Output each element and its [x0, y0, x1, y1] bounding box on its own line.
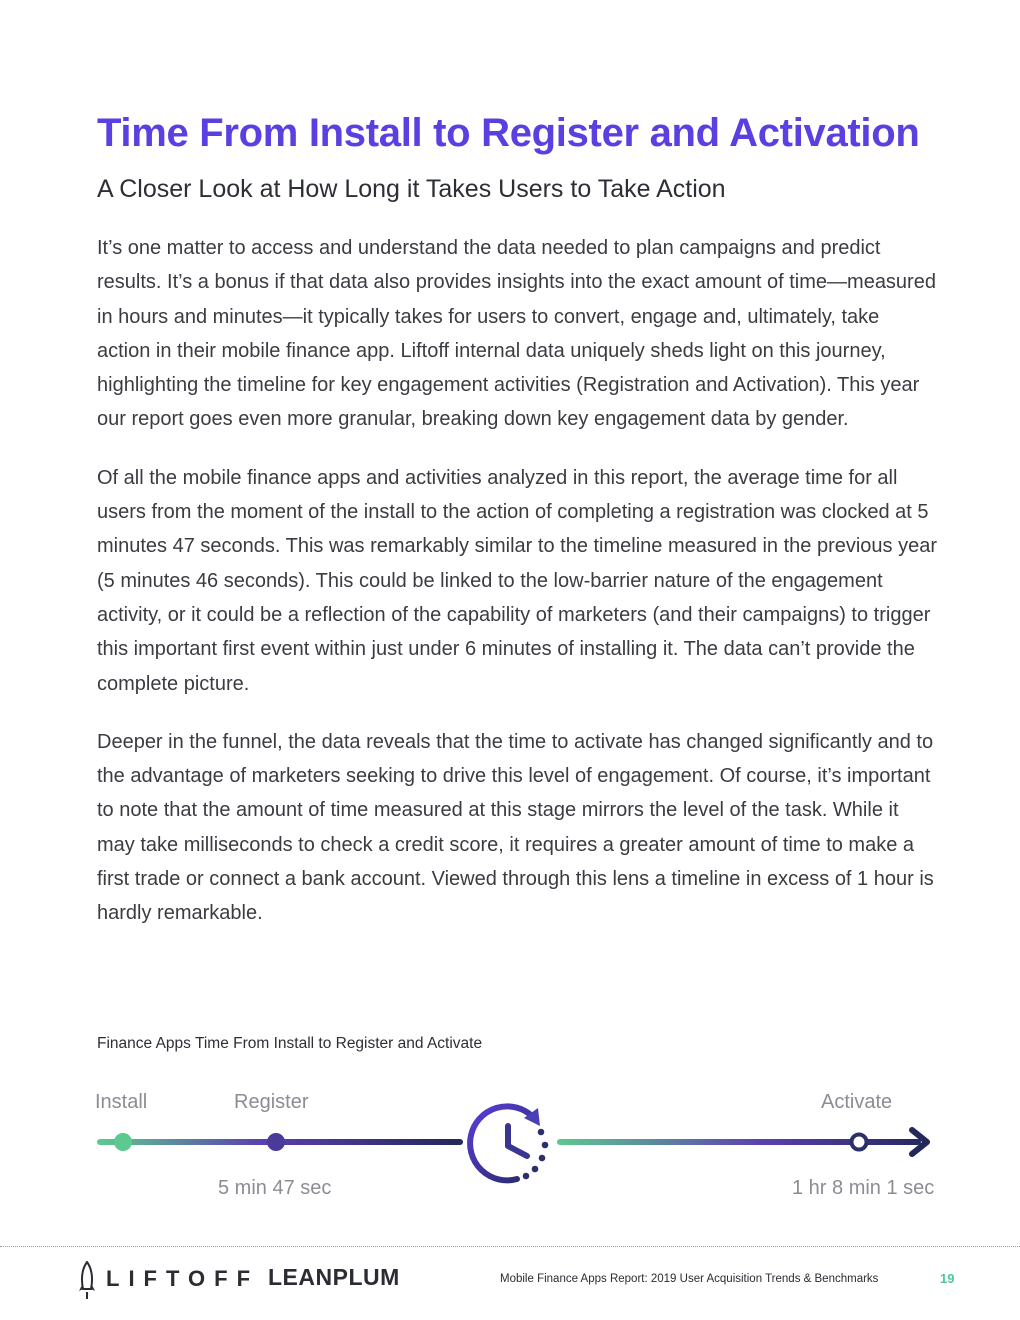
page-number: 19 [940, 1271, 955, 1286]
timeline-graphic [0, 1090, 1020, 1190]
timeline-caption: Finance Apps Time From Install to Register and Activate [97, 1035, 483, 1052]
register-node [267, 1133, 285, 1151]
install-node [114, 1133, 132, 1151]
report-title: Mobile Finance Apps Report: 2019 User Acquisition Trends & Benchmarks [500, 1273, 879, 1285]
activate-duration: 1 hr 8 min 1 sec [792, 1177, 935, 1199]
install-label: Install [95, 1091, 148, 1113]
rocket-icon [77, 1261, 97, 1301]
activate-node [852, 1135, 867, 1150]
footer-divider [0, 1246, 1020, 1247]
body-text [97, 231, 937, 955]
paragraph-register: Of all the mobile finance apps and activities analyzed in this report, the average time for all users from the moment of the install to the action of completing a registration was clocked at 5 minutes 47 seconds. This was remarkably similar to the timeline measured in the previous year (5 minutes 46 seconds). This could be linked to the low-barrier nature of the engagement activity, or it could be a reflection of the capability of marketers (and their campaigns) to trigger this important first event within just under 6 minutes of installing it. The data can’t provide the complete picture. [97, 466, 937, 695]
leanplum-logo: LEANPLUM [268, 1264, 400, 1290]
activate-label: Activate [821, 1091, 893, 1113]
register-label: Register [234, 1091, 309, 1113]
page-title: Time From Install to Register and Activation [97, 111, 920, 155]
paragraph-intro: It’s one matter to access and understand the data needed to plan campaigns and predict results. It’s a bonus if that data also provides insights into the exact amount of time—measured in hours and minutes—it typically takes for users to convert, engage and, ultimately, take action in their mobile finance app. Liftoff internal data uniquely sheds light on this journey, highlighting the timeline for key engagement activities (Registration and Activation). This year our report goes even more granular, breaking down key engagement data by gender. [97, 237, 936, 431]
paragraph-activate: Deeper in the funnel, the data reveals that the time to activate has changed significantly and to the advantage of marketers seeking to drive this level of engagement. Of course, it’s important to note that the amount of time measured at this stage mirrors the level of the task. While it may take milliseconds to check a credit score, it requires a greater amount of time to make a first trade or connect a bank account. Viewed through this lens a timeline in excess of 1 hour is hardly remarkable. [97, 730, 934, 925]
register-duration: 5 min 47 sec [218, 1177, 332, 1199]
page-subtitle: A Closer Look at How Long it Takes Users to Take Action [97, 175, 726, 203]
clock-refresh-icon [470, 1106, 548, 1180]
liftoff-logo: LIFTOFF [106, 1266, 260, 1291]
